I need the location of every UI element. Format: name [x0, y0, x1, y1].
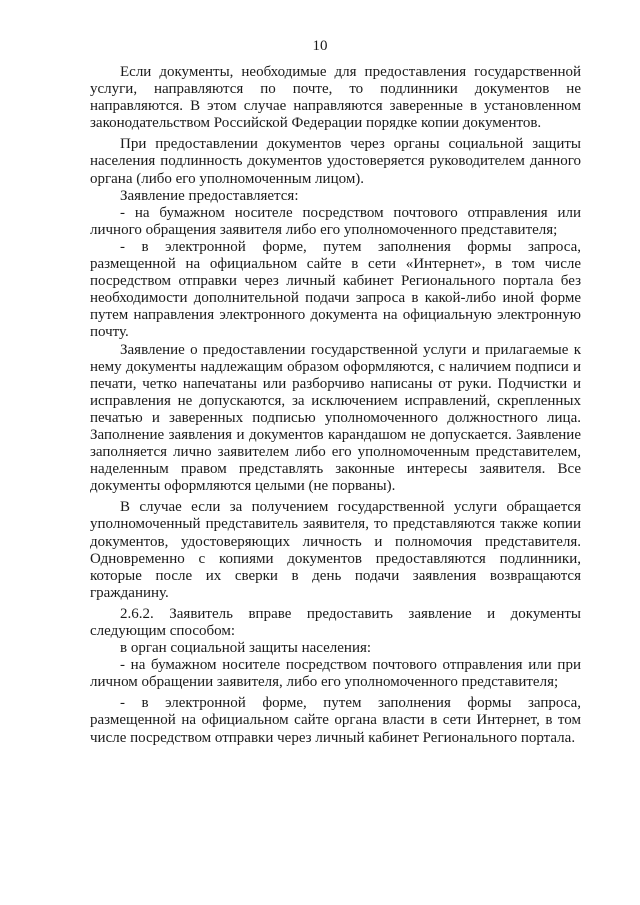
document-body [90, 64, 581, 747]
page-number: 10 [312, 38, 328, 54]
paragraph-2-6-2: 2.6.2. Заявитель вправе предоставить заявление и документы следующим способом: [90, 605, 581, 639]
paragraph-paper-submission: - на бумажном носителе посредством почтового отправления или личного обращения заявителя либо его уполномоченного представителя; [90, 204, 581, 238]
paragraph-document-formatting: Заявление о предоставлении государственной услуги и прилагаемые к нему документы надлежащим образом оформляются, с наличием подписи и печати, четко напечатаны или разборчиво написаны от руки. Подчистки и исправления не допускаются, за исключением исправлений, скрепленных печатью и заверенных подписью уполномоченного должностного лица. Заполнение заявления и документов карандашом не допускается. Заявление заполняется лично заявителем либо его уполномоченным представителем, наделенным правом представлять законные интересы заявителя. Все документы оформляются целыми (не порваны). [90, 341, 581, 495]
paragraph-application-submitted: Заявление предоставляется: [120, 187, 299, 204]
paragraph-originals-by-mail: Если документы, необходимые для предоставления государственной услуги, направляются по почте, то подлинники документов не направляются. В этом случае направляются заверенные в установленном законодательством Российской Федерации порядке копии документов. [90, 64, 581, 132]
paragraph-social-protection-body: в орган социальной защиты населения: [120, 640, 372, 657]
paragraph-social-protection-authentication: При предоставлении документов через органы социальной защиты населения подлинность документов удостоверяется руководителем данного органа (либо его уполномоченным лицом). [90, 136, 581, 187]
paragraph-representative: В случае если за получением государственной услуги обращается уполномоченный представитель заявителя, то представляются также копии документов, удостоверяющих личность и полномочия представителя. Одновременно с копиями документов предоставляются подлинники, которые после их сверки в день подачи заявления возвращаются гражданину. [90, 499, 581, 601]
paragraph-paper-or-personal: - на бумажном носителе посредством почтового отправления или при личном обращении заявителя, либо его уполномоченного представителя; [90, 657, 581, 691]
paragraph-electronic-submission: - в электронной форме, путем заполнения формы запроса, размещенной на официальном сайте в сети «Интернет», в том числе посредством отправки через личный кабинет Регионального портала без необходимости дополнительной подачи запроса в какой-либо иной форме путем направления электронного документа на официальную электронную почту. [90, 238, 581, 341]
paragraph-electronic-form: - в электронной форме, путем заполнения формы запроса, размещенной на официальном сайте органа власти в сети Интернет, в том числе посредством отправки через личный кабинет Регионального портала. [90, 695, 581, 746]
